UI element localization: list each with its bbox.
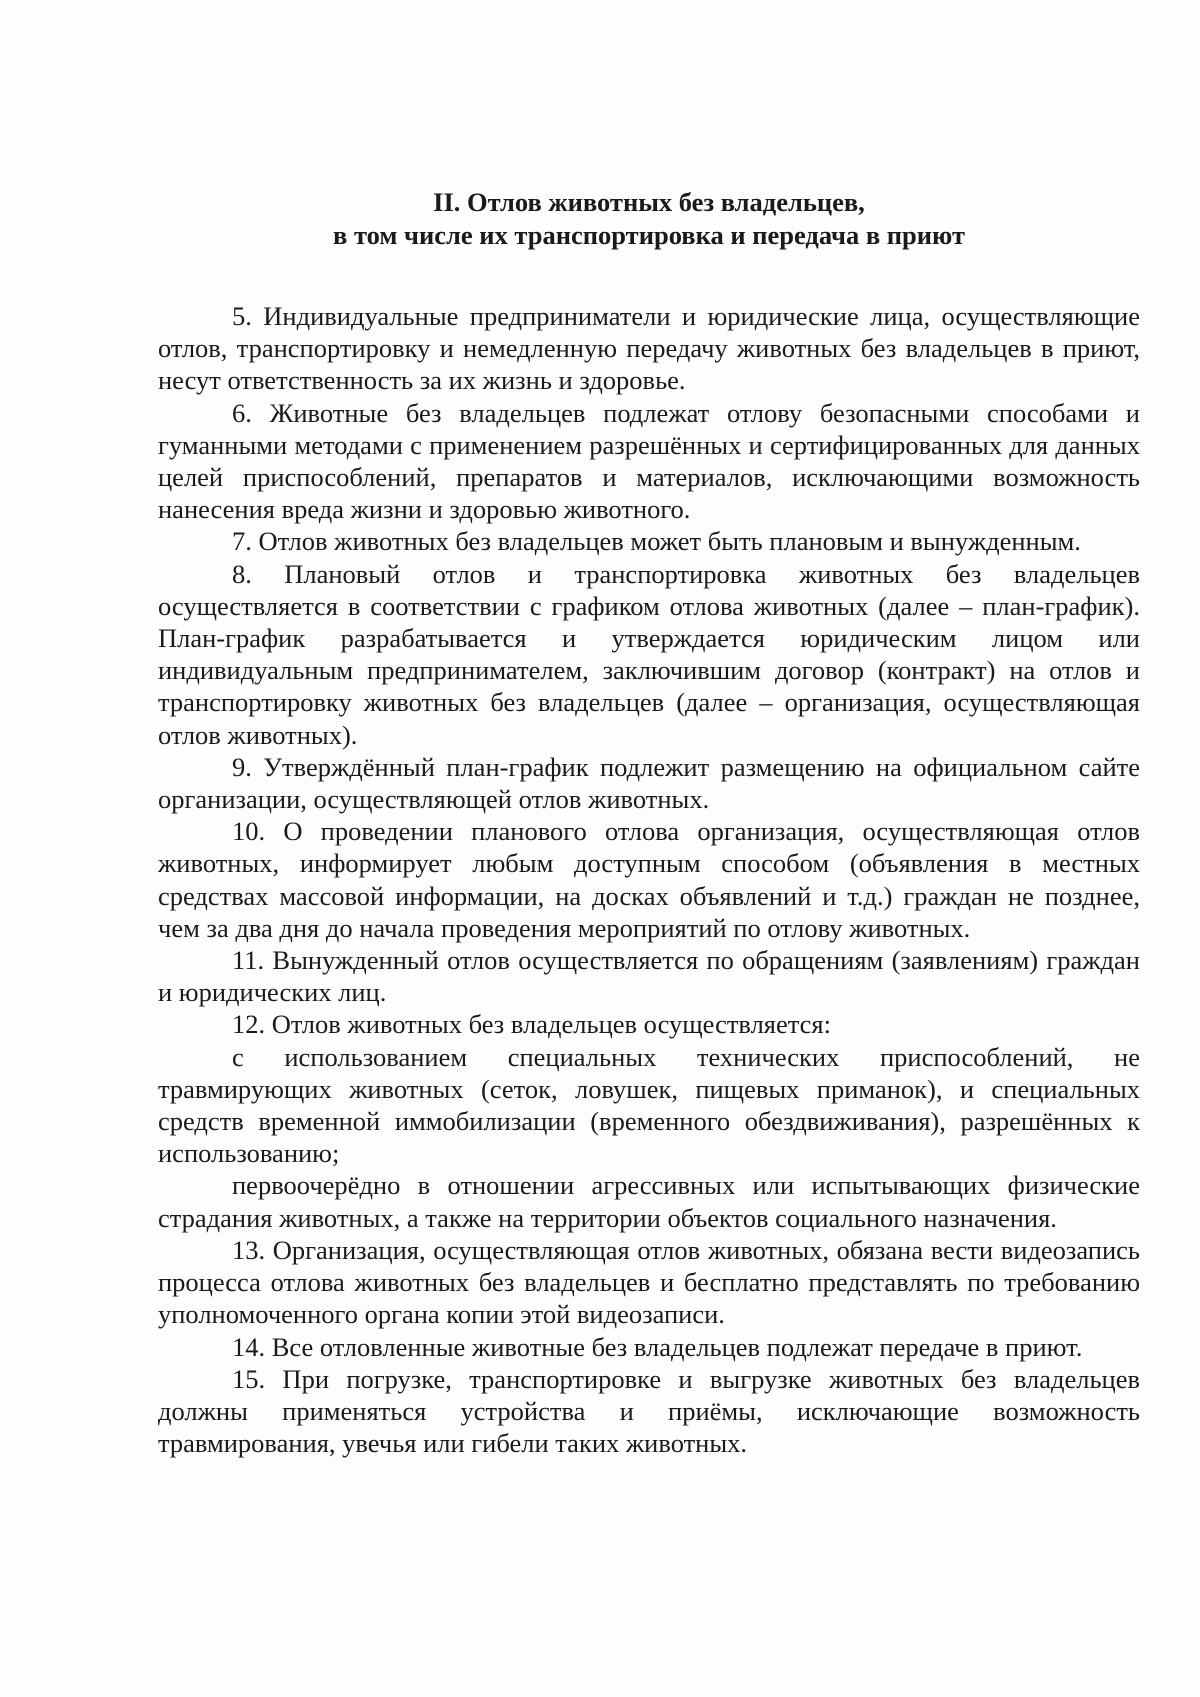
- paragraph-11: 11. Вынужденный отлов осуществляется по обращениям (заявлениям) граждан и юридических лиц.: [158, 945, 1140, 1008]
- paragraph-12: 12. Отлов животных без владельцев осуществляется:: [232, 1009, 831, 1040]
- paragraph-9: 9. Утверждённый план-график подлежит размещению на официальном сайте организации, осуществляющей отлов животных.: [158, 751, 1140, 815]
- paragraph-7: 7. Отлов животных без владельцев может быть плановым и вынужденным.: [232, 526, 1081, 557]
- paragraph-5: 5. Индивидуальные предприниматели и юридические лица, осуществляющие отлов, транспортировку и немедленную передачу животных без владельцев в приют, несут ответственность за их жизнь и здоровье.: [158, 301, 1140, 396]
- document-body: [158, 186, 1140, 1459]
- paragraph-10: 10. О проведении планового отлова организация, осуществляющая отлов животных, информирует любым доступным способом (объявления в местных средствах массовой информации, на досках объявлений и т.д.) граждан не позднее, чем за два дня до начала проведения мероприятий по отлову животных.: [158, 816, 1140, 943]
- paragraph-6: 6. Животные без владельцев подлежат отлову безопасными способами и гуманными методами с применением разрешённых и сертифицированных для данных целей приспособлений, препаратов и материалов, исключающими возможность нанесения вреда жизни и здоровью животного.: [158, 397, 1140, 525]
- section-heading-line-2: в том числе их транспортировка и передача в приют: [333, 220, 965, 250]
- paragraph-12-item-2: первоочерёдно в отношении агрессивных или испытывающих физические страдания животных, а также на территории объектов социального назначения.: [158, 1170, 1140, 1233]
- paragraph-13: 13. Организация, осуществляющая отлов животных, обязана вести видеозапись процесса отлова животных без владельцев и бесплатно представлять по требованию уполномоченного органа копии этой видеозаписи.: [158, 1234, 1140, 1330]
- paragraph-15: 15. При погрузке, транспортировке и выгрузке животных без владельцев должны применяться устройства и приёмы, исключающие возможность травмирования, увечья или гибели таких животных.: [158, 1363, 1140, 1459]
- paragraph-8: 8. Плановый отлов и транспортировка животных без владельцев осуществляется в соответствии с графиком отлова животных (далее – план-график). План-график разрабатывается и утверждается юридическим лицом или индивидуальным предпринимателем, заключившим договор (контракт) на отлов и транспортировку животных без владельцев (далее – организация, осуществляющая отлов животных).: [158, 558, 1140, 750]
- section-heading-line-1: II. Отлов животных без владельцев,: [433, 187, 865, 217]
- section-heading: [158, 186, 1140, 252]
- paragraph-14: 14. Все отловленные животные без владельцев подлежат передаче в приют.: [232, 1331, 1083, 1362]
- paragraph-12-item-1: с использованием специальных технических приспособлений, не травмирующих животных (сеток, ловушек, пищевых приманок), и специальных средств временной иммобилизации (временного обездвиживания), разрешённых к использованию;: [158, 1041, 1140, 1169]
